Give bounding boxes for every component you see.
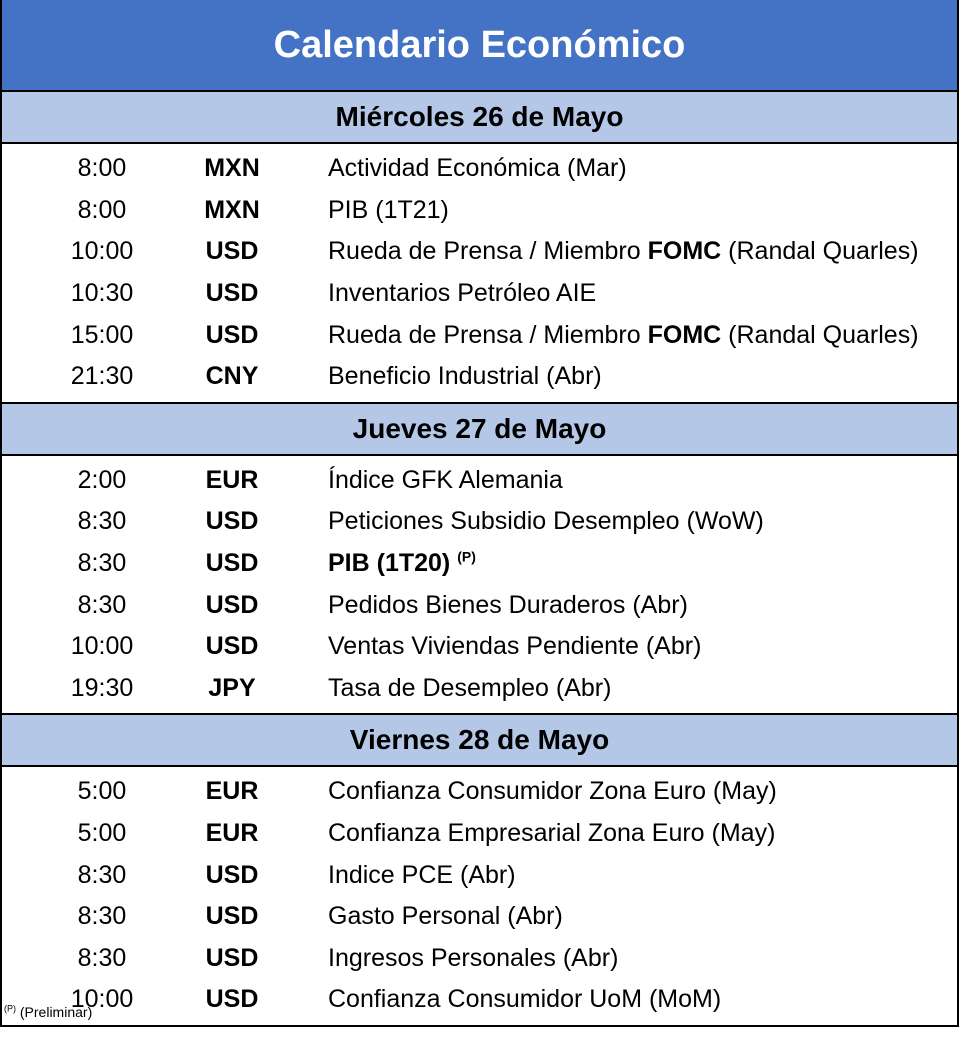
event-row (2, 813, 957, 855)
event-time: 8:30 (77, 549, 127, 578)
event-currency: CNY (205, 362, 259, 391)
event-currency: USD (205, 590, 259, 619)
event-name: Actividad Económica (Mar) (328, 154, 627, 183)
event-time: 10:00 (70, 632, 134, 661)
event-time: 15:00 (70, 320, 134, 349)
event-name (292, 321, 957, 350)
event-name-part: Rueda de Prensa / Miembro (328, 237, 648, 266)
event-name-part: (Randal Quarles) (721, 237, 919, 266)
event-row (2, 543, 957, 585)
event-currency: USD (205, 237, 259, 266)
preliminary-mark: (P) (457, 548, 476, 565)
event-name: Beneficio Industrial (Abr) (328, 362, 602, 391)
event-currency: USD (205, 902, 259, 931)
event-currency: EUR (205, 777, 259, 806)
event-row (2, 314, 957, 356)
event-name: Inventarios Petróleo AIE (328, 279, 597, 308)
event-name: Confianza Consumidor UoM (MoM) (328, 985, 722, 1014)
event-currency: MXN (204, 154, 260, 183)
event-currency: EUR (205, 819, 259, 848)
event-time: 8:30 (77, 902, 127, 931)
event-row (2, 854, 957, 896)
event-row (2, 356, 957, 398)
event-name: Peticiones Subsidio Desempleo (WoW) (328, 507, 764, 536)
event-time: 21:30 (70, 362, 134, 391)
event-name (292, 237, 957, 266)
event-currency: USD (205, 507, 259, 536)
event-row (2, 668, 957, 710)
event-time: 10:00 (70, 985, 134, 1014)
event-name: Pedidos Bienes Duraderos (Abr) (328, 590, 688, 619)
footnote (4, 1004, 92, 1020)
event-time: 2:00 (77, 465, 127, 494)
event-row (2, 231, 957, 273)
event-name: PIB (1T21) (328, 195, 449, 224)
event-time: 19:30 (70, 673, 134, 702)
day-header: Jueves 27 de Mayo (2, 404, 957, 456)
event-row (2, 460, 957, 502)
event-time: 8:00 (77, 154, 127, 183)
event-row (2, 273, 957, 315)
event-name: Tasa de Desempleo (Abr) (328, 673, 612, 702)
event-row (2, 771, 957, 813)
event-time: 8:30 (77, 590, 127, 619)
event-row (2, 896, 957, 938)
event-currency: USD (205, 943, 259, 972)
event-currency: USD (205, 320, 259, 349)
event-time: 5:00 (77, 777, 127, 806)
day-section-wednesday (2, 92, 957, 404)
calendar-title: Calendario Económico (2, 0, 957, 92)
event-name: Confianza Consumidor Zona Euro (May) (328, 777, 777, 806)
event-time: 8:30 (77, 507, 127, 536)
event-currency: EUR (205, 465, 259, 494)
event-name-bold: FOMC (647, 320, 722, 349)
event-name: Indice PCE (Abr) (328, 860, 516, 889)
event-time: 8:30 (77, 943, 127, 972)
event-time: 8:00 (77, 195, 127, 224)
event-time: 10:30 (70, 279, 134, 308)
day-header: Miércoles 26 de Mayo (2, 92, 957, 144)
event-currency: USD (205, 549, 259, 578)
event-row (2, 626, 957, 668)
event-time: 5:00 (77, 819, 127, 848)
event-time: 10:00 (70, 237, 134, 266)
footnote-text: (Preliminar) (19, 1004, 93, 1020)
event-row (2, 979, 957, 1021)
event-currency: JPY (208, 673, 256, 702)
day-section-friday (2, 715, 957, 1025)
event-name-bold: FOMC (647, 237, 722, 266)
event-currency: USD (205, 860, 259, 889)
event-currency: MXN (204, 195, 260, 224)
event-name: Gasto Personal (Abr) (328, 902, 563, 931)
event-name (292, 549, 957, 578)
event-row (2, 148, 957, 190)
event-name-part: Rueda de Prensa / Miembro (328, 320, 648, 349)
event-name: Ingresos Personales (Abr) (328, 943, 619, 972)
event-name-part: (Randal Quarles) (721, 320, 919, 349)
event-row (2, 190, 957, 232)
event-name: Confianza Empresarial Zona Euro (May) (328, 819, 776, 848)
event-row (2, 938, 957, 980)
event-name-bold: PIB (1T20) (328, 549, 451, 578)
event-row (2, 501, 957, 543)
day-header: Viernes 28 de Mayo (2, 715, 957, 767)
footnote-mark: (P) (4, 1003, 16, 1014)
event-currency: USD (205, 985, 259, 1014)
event-time: 8:30 (77, 860, 127, 889)
event-name: Índice GFK Alemania (328, 465, 563, 494)
day-section-thursday (2, 404, 957, 716)
event-currency: USD (205, 632, 259, 661)
event-name: Ventas Viviendas Pendiente (Abr) (328, 632, 702, 661)
event-row (2, 584, 957, 626)
event-currency: USD (205, 279, 259, 308)
